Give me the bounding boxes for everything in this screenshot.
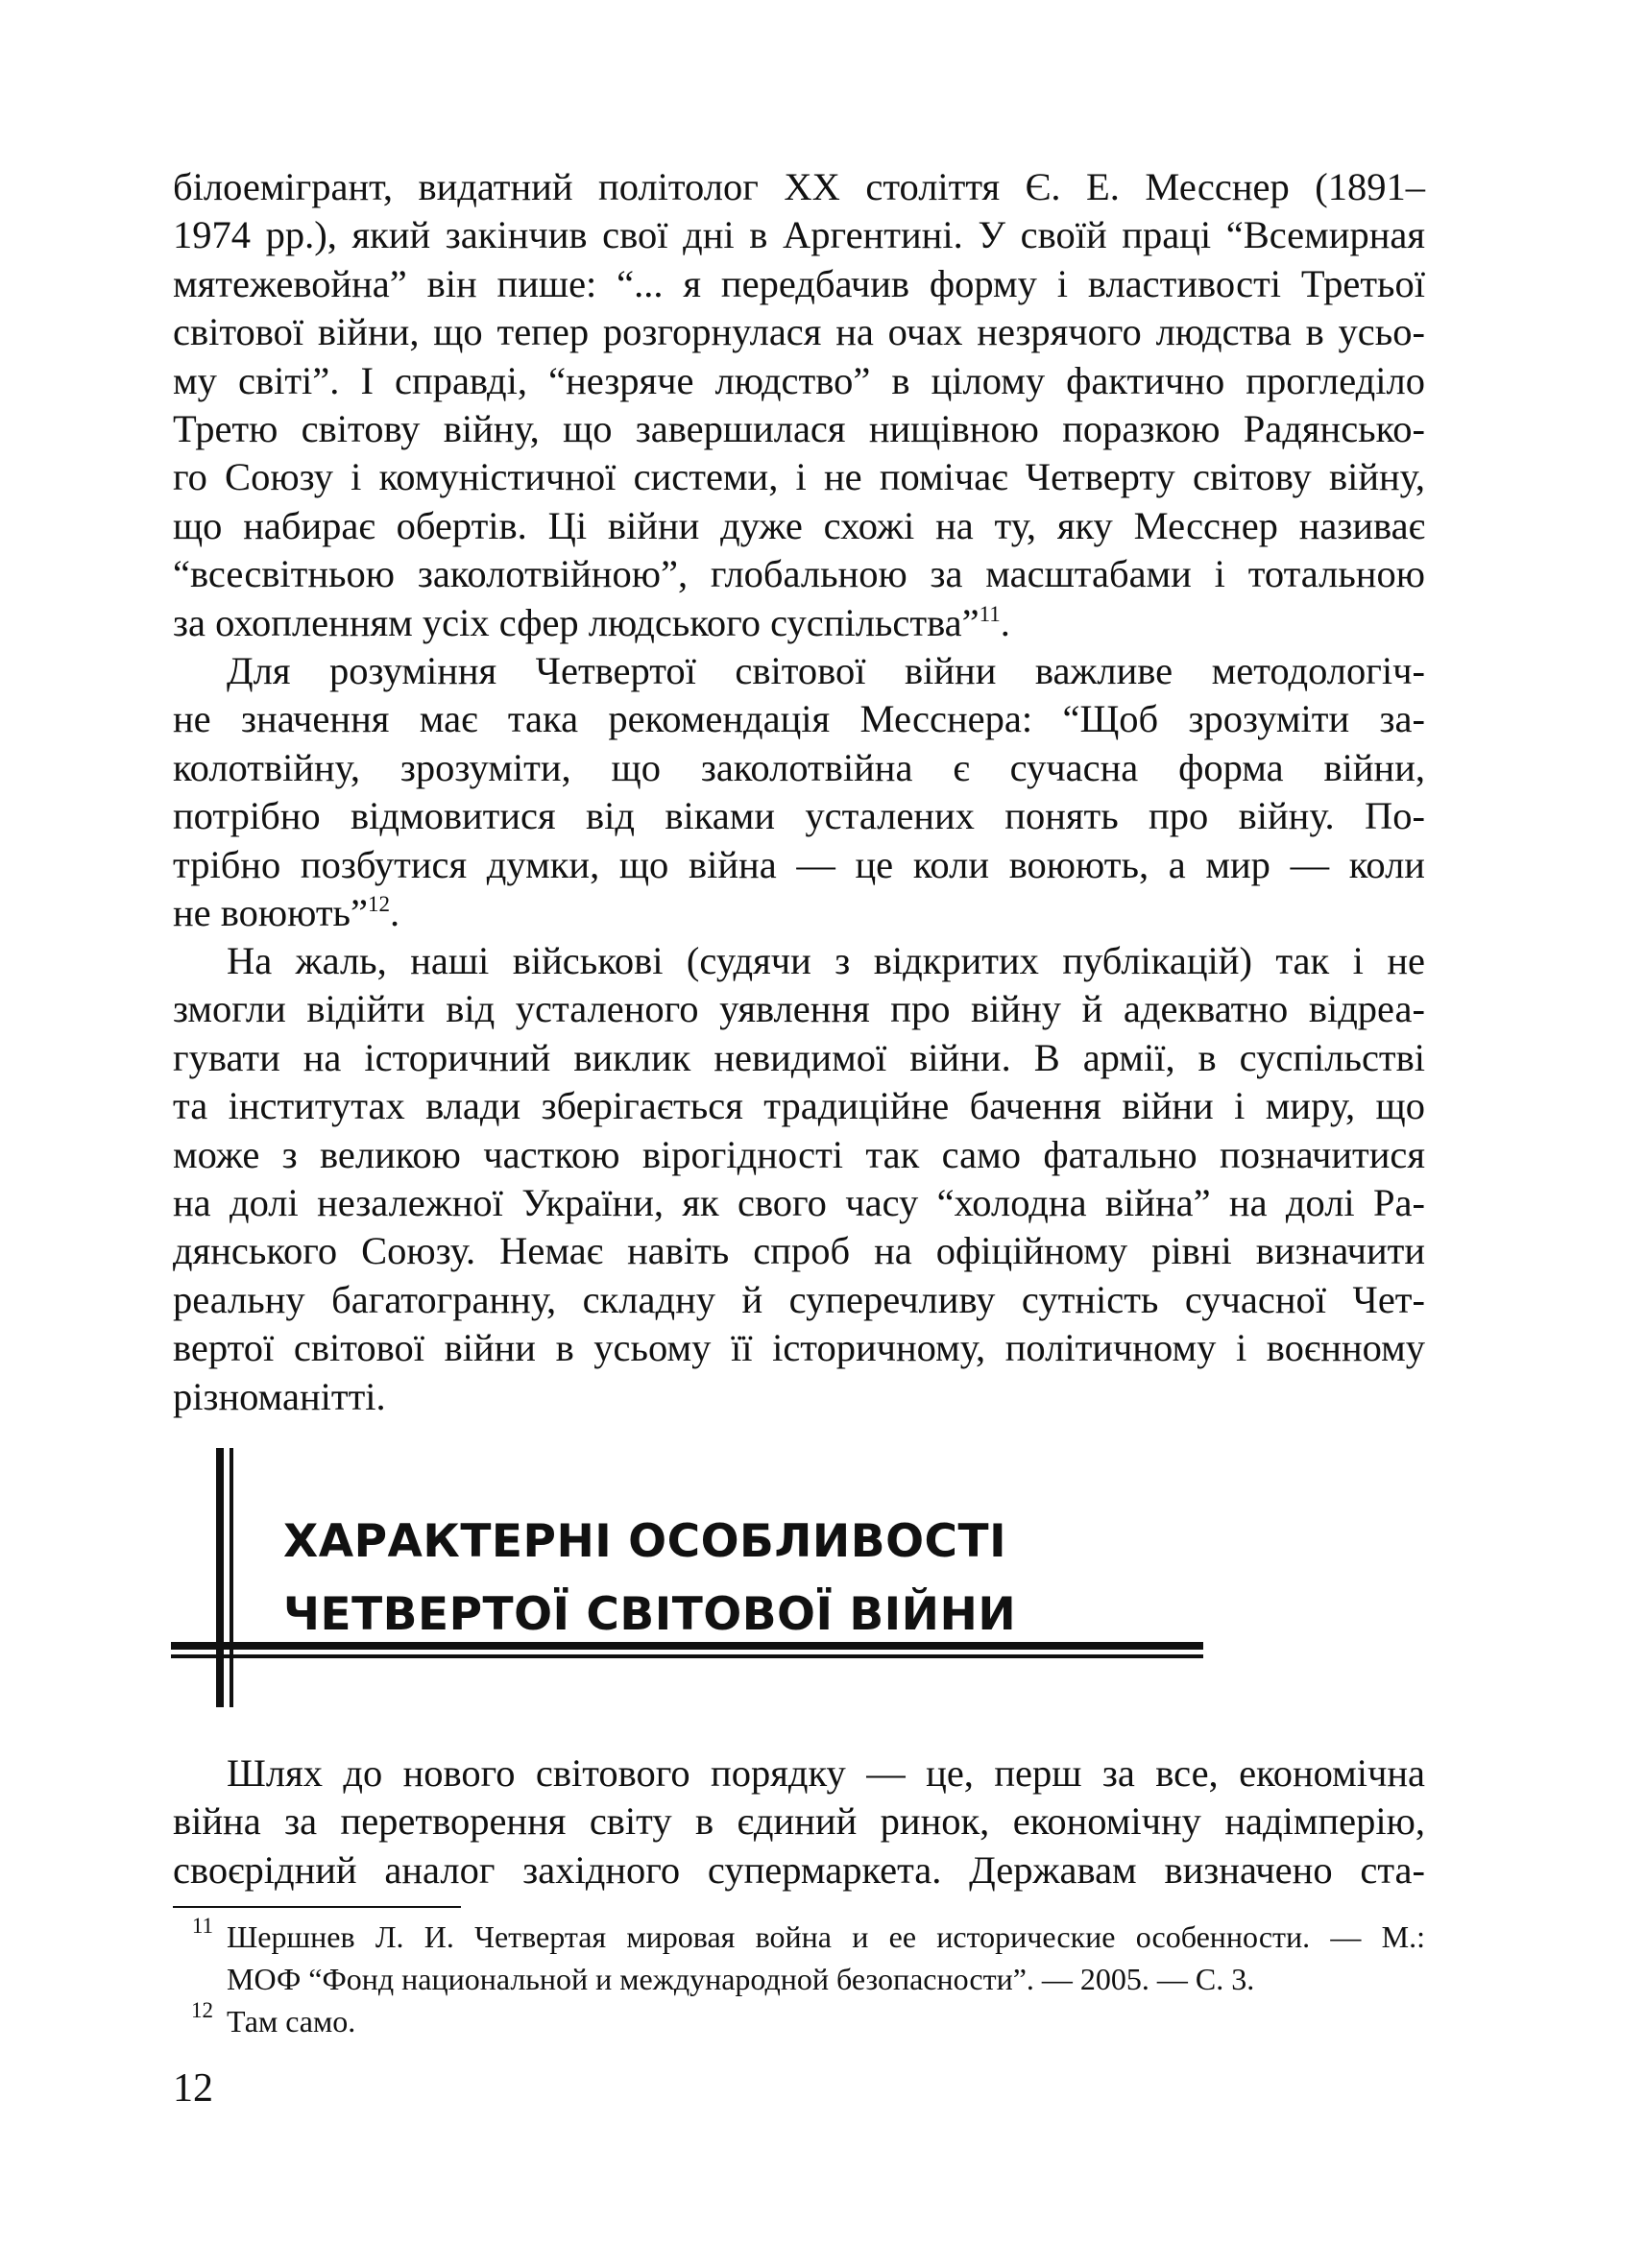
text-line-last [173, 599, 1425, 647]
footnote-ref-12[interactable]: 12 [368, 892, 390, 917]
text-line: змогли відійти від усталеного уявлення про війну й адекватно відреа- [173, 987, 1425, 1031]
text-line: різноманітті. [173, 1374, 386, 1418]
section-heading-block [168, 1448, 1205, 1707]
paragraph-1 [173, 163, 1425, 647]
footnote-text-line: МОФ “Фонд национальной и международной безопасности”. — 2005. — С. 3. [227, 1962, 1255, 1996]
text-line: не значення має така рекомендація Месснера: “Щоб зрозуміти за- [173, 697, 1425, 741]
text-line: за охопленням усіх сфер людського суспільства” [173, 600, 980, 644]
footnote-separator [173, 1906, 461, 1908]
text-line: му світі”. І справді, “незряче людство” в цілому фактично прогледіло [173, 358, 1425, 402]
heading-horizontal-rule-thin [171, 1654, 1203, 1658]
text-line: не воюють” [173, 891, 368, 935]
text-line: війна за перетворення світу в єдиний ринок, економічну надімперію, [173, 1799, 1425, 1844]
text-line: “всесвітньою заколотвійною”, глобальною за масштабами і тотальною [173, 552, 1425, 596]
section-heading [283, 1506, 1016, 1652]
text-line: гувати на історичний виклик невидимої війни. В армії, в суспільстві [173, 1035, 1425, 1079]
text-line-last [173, 889, 1425, 937]
footnote-number [173, 1916, 213, 1958]
text-line: Шлях до нового світового порядку — це, перш за все, економічна [227, 1751, 1425, 1795]
text-line: колотвійну, зрозуміти, що заколотвійна є сучасна форма війни, [173, 745, 1425, 789]
text-line: трібно позбутися думки, що війна — це коли воюють, а мир — коли [173, 842, 1425, 886]
text-line: 1974 рр.), який закінчив свої дні в Аргентині. У своїй праці “Всемирная [173, 213, 1425, 257]
text-line: дянського Союзу. Немає навіть спроб на офіційному рівні визначити [173, 1229, 1425, 1273]
paragraph-2 [173, 647, 1425, 937]
text-line: світової війни, що тепер розгорнулася на очах незрячого людства в усьо- [173, 310, 1425, 354]
text-line: мятежевойна” він пише: “... я передбачив форму і властивості Третьої [173, 261, 1425, 305]
footnote-number-12: 12 [191, 1998, 213, 2022]
footnote-number-11: 11 [191, 1914, 213, 1938]
paragraph-4 [173, 1749, 1425, 1894]
page-number: 12 [173, 2066, 213, 2111]
paragraph-3 [173, 937, 1425, 1421]
text-line: може з великою часткою вірогідності так само фатально позначитися [173, 1132, 1425, 1176]
footnote-number [173, 2000, 213, 2042]
text-line: го Союзу і комуністичної системи, і не помічає Четверту світову війну, [173, 455, 1425, 499]
text-line: своєрідний аналог західного супермаркета. Державам визначено ста- [173, 1847, 1425, 1892]
footnotes [173, 1916, 1425, 2042]
text-line: Для розуміння Четвертої світової війни важливе методологіч- [227, 649, 1425, 692]
sentence-end: . [390, 891, 400, 935]
footnote-text-line: Там само. [227, 2004, 356, 2039]
text-line: Третю світову війну, що завершилася нищівною поразкою Радянсько- [173, 407, 1425, 451]
section-heading-line-1: ХАРАКТЕРНІ ОСОБЛИВОСТІ [283, 1515, 1007, 1568]
text-line: потрібно відмовитися від віками усталених понять про війну. По- [173, 794, 1425, 838]
text-line: реальну багатогранну, складну й суперечливу сутність сучасної Чет- [173, 1277, 1425, 1321]
text-line: та інститутах влади зберігається традиційне бачення війни і миру, що [173, 1084, 1425, 1128]
section-heading-line-2: ЧЕТВЕРТОЇ СВІТОВОЇ ВІЙНИ [283, 1588, 1017, 1641]
text-line: на долі незалежної України, як свого часу “холодна війна” на долі Ра- [173, 1181, 1425, 1225]
footnote-11 [173, 1916, 1425, 2000]
footnote-text-line: Шершнев Л. И. Четвертая мировая война и ее исторические особенности. — М.: [227, 1919, 1425, 1954]
heading-vertical-rule-thick [216, 1448, 224, 1707]
text-line: білоемігрант, видатний політолог XX століття Є. Е. Месснер (1891– [173, 165, 1425, 208]
heading-vertical-rule-thin [230, 1448, 233, 1707]
text-line: вертої світової війни в усьому її історичному, політичному і воєнному [173, 1326, 1425, 1370]
sentence-end: . [1000, 600, 1010, 644]
text-line: що набирає обертів. Ці війни дуже схожі на ту, яку Месснер називає [173, 503, 1425, 547]
footnote-ref-11[interactable]: 11 [979, 601, 1001, 626]
text-line: На жаль, наші військові (судячи з відкритих публікацій) так і не [227, 939, 1425, 982]
footnote-12 [173, 2000, 1425, 2042]
